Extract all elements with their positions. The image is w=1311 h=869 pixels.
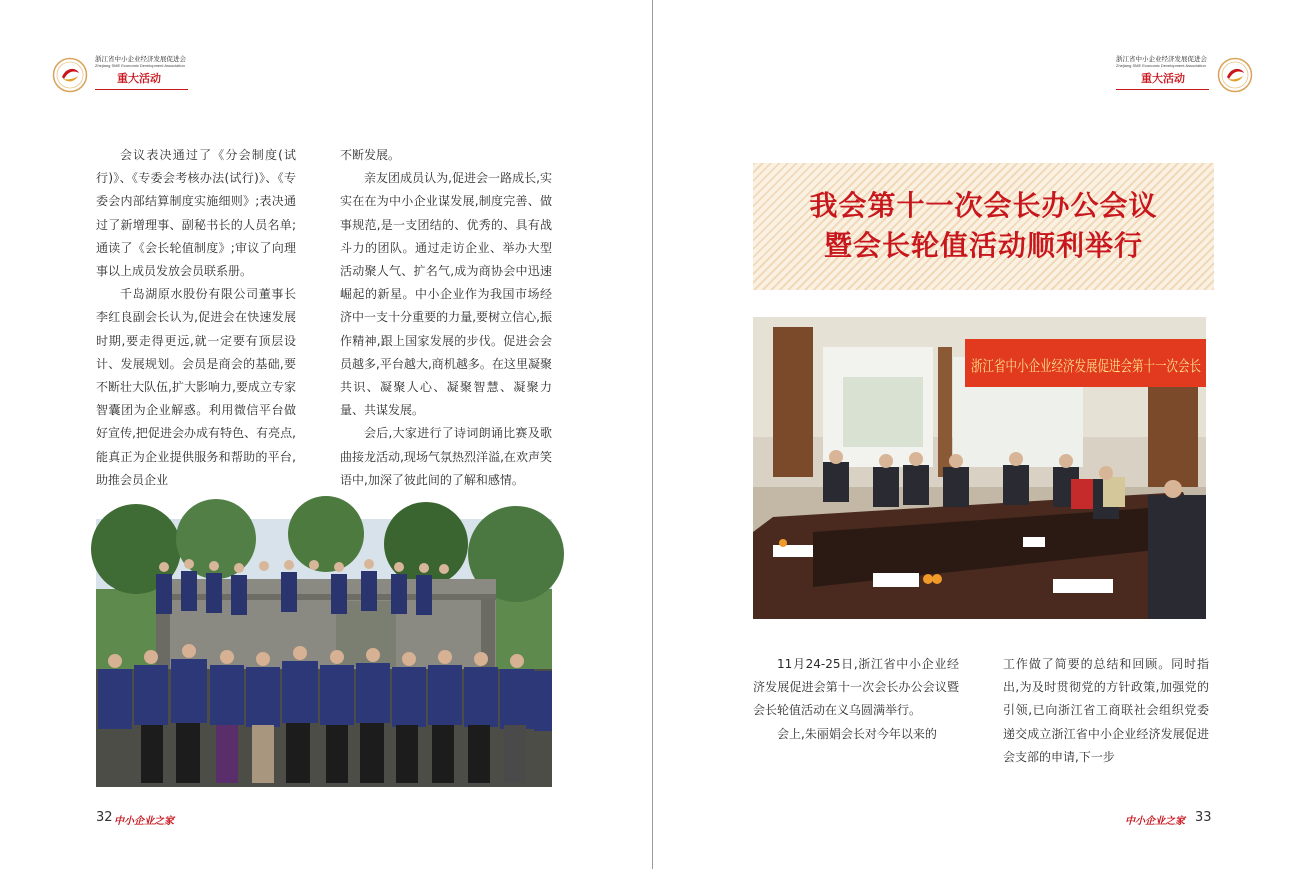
org-name-en: Zhejiang SME Economic Development Association xyxy=(95,63,185,68)
header-rule xyxy=(1116,89,1209,90)
meeting-banner-text: 浙江省中小企业经济发展促进会第十一次会长 xyxy=(971,357,1201,375)
page-number: 32 xyxy=(96,810,113,825)
right-column-2 xyxy=(1003,653,1209,769)
meeting-photo xyxy=(753,317,1206,619)
left-page xyxy=(0,0,652,869)
article-title-line-1: 我会第十一次会长办公会议 xyxy=(809,189,1158,222)
association-logo-icon xyxy=(1217,57,1253,93)
org-name-en: Zhejiang SME Economic Development Association xyxy=(1116,63,1206,68)
paragraph: 会议表决通过了《分会制度(试行)》、《专委会考核办法(试行)》、《专委会内部结算制度实施细则》;表决通过了新增理事、副秘书长的人员名单;通读了《会长轮值制度》;审议了向理事以上成员发放会员联系册。 xyxy=(96,148,296,279)
paragraph: 亲友团成员认为,促进会一路成长,实实在在为中小企业谋发展,制度完善、做事规范,是一支团结的、优秀的、具有战斗力的团队。通过走访企业、举办大型活动聚人气、扩名气,成为商协会中迅速崛起的新星。中小企业作为我国市场经济中一支十分重要的力量,要树立信心,振作精神,跟上国家发展的步伐。促进会会员越多,平台越大,商机越多。在这里凝聚共识、凝聚人心、凝聚智慧、凝聚力量、共谋发展。 xyxy=(340,171,552,418)
article-title-box xyxy=(753,163,1214,290)
header-rule xyxy=(95,89,188,90)
paragraph: 不断发展。 xyxy=(340,148,401,162)
paragraph: 千岛湖原水股份有限公司董事长李红良副会长认为,促进会在快速发展时期,要走得更远,就一定要有顶层设计、发展规划。会员是商会的基础,要不断壮大队伍,扩大影响力,要成立专家智囊团为企业解惑。利用微信平台做好宣传,把促进会办成有特色、有亮点,能真正为企业提供服务和帮助的平台,助推会员企业 xyxy=(96,287,296,487)
association-logo-icon xyxy=(52,57,88,93)
paragraph: 工作做了简要的总结和回顾。同时指出,为及时贯彻党的方针政策,加强党的引领,已向浙江省工商联社会组织党委递交成立浙江省中小企业经济发展促进会支部的申请,下一步 xyxy=(1003,657,1209,764)
paragraph: 会上,朱丽娟会长对今年以来的 xyxy=(777,726,937,741)
org-name-cn: 浙江省中小企业经济发展促进会 xyxy=(1116,55,1207,63)
section-label: 重大活动 xyxy=(117,72,161,85)
magazine-name: 中小企业之家 xyxy=(1125,816,1185,827)
paragraph: 11月24-25日,浙江省中小企业经济发展促进会第十一次会长办公会议暨会长轮值活动在义乌圆满举行。 xyxy=(753,657,959,718)
left-column-1 xyxy=(96,144,296,492)
paragraph: 会后,大家进行了诗词朗诵比赛及歌曲接龙活动,现场气氛热烈洋溢,在欢声笑语中,加深了彼此间的了解和感情。 xyxy=(340,426,552,487)
right-column-1 xyxy=(753,653,959,746)
page-number: 33 xyxy=(1195,810,1212,825)
left-column-2 xyxy=(340,144,552,492)
org-name-cn: 浙江省中小企业经济发展促进会 xyxy=(95,55,186,63)
article-title-line-2: 暨会长轮值活动顺利举行 xyxy=(823,229,1143,262)
group-photo xyxy=(96,519,552,787)
magazine-name: 中小企业之家 xyxy=(114,816,174,827)
section-label: 重大活动 xyxy=(1141,72,1185,85)
